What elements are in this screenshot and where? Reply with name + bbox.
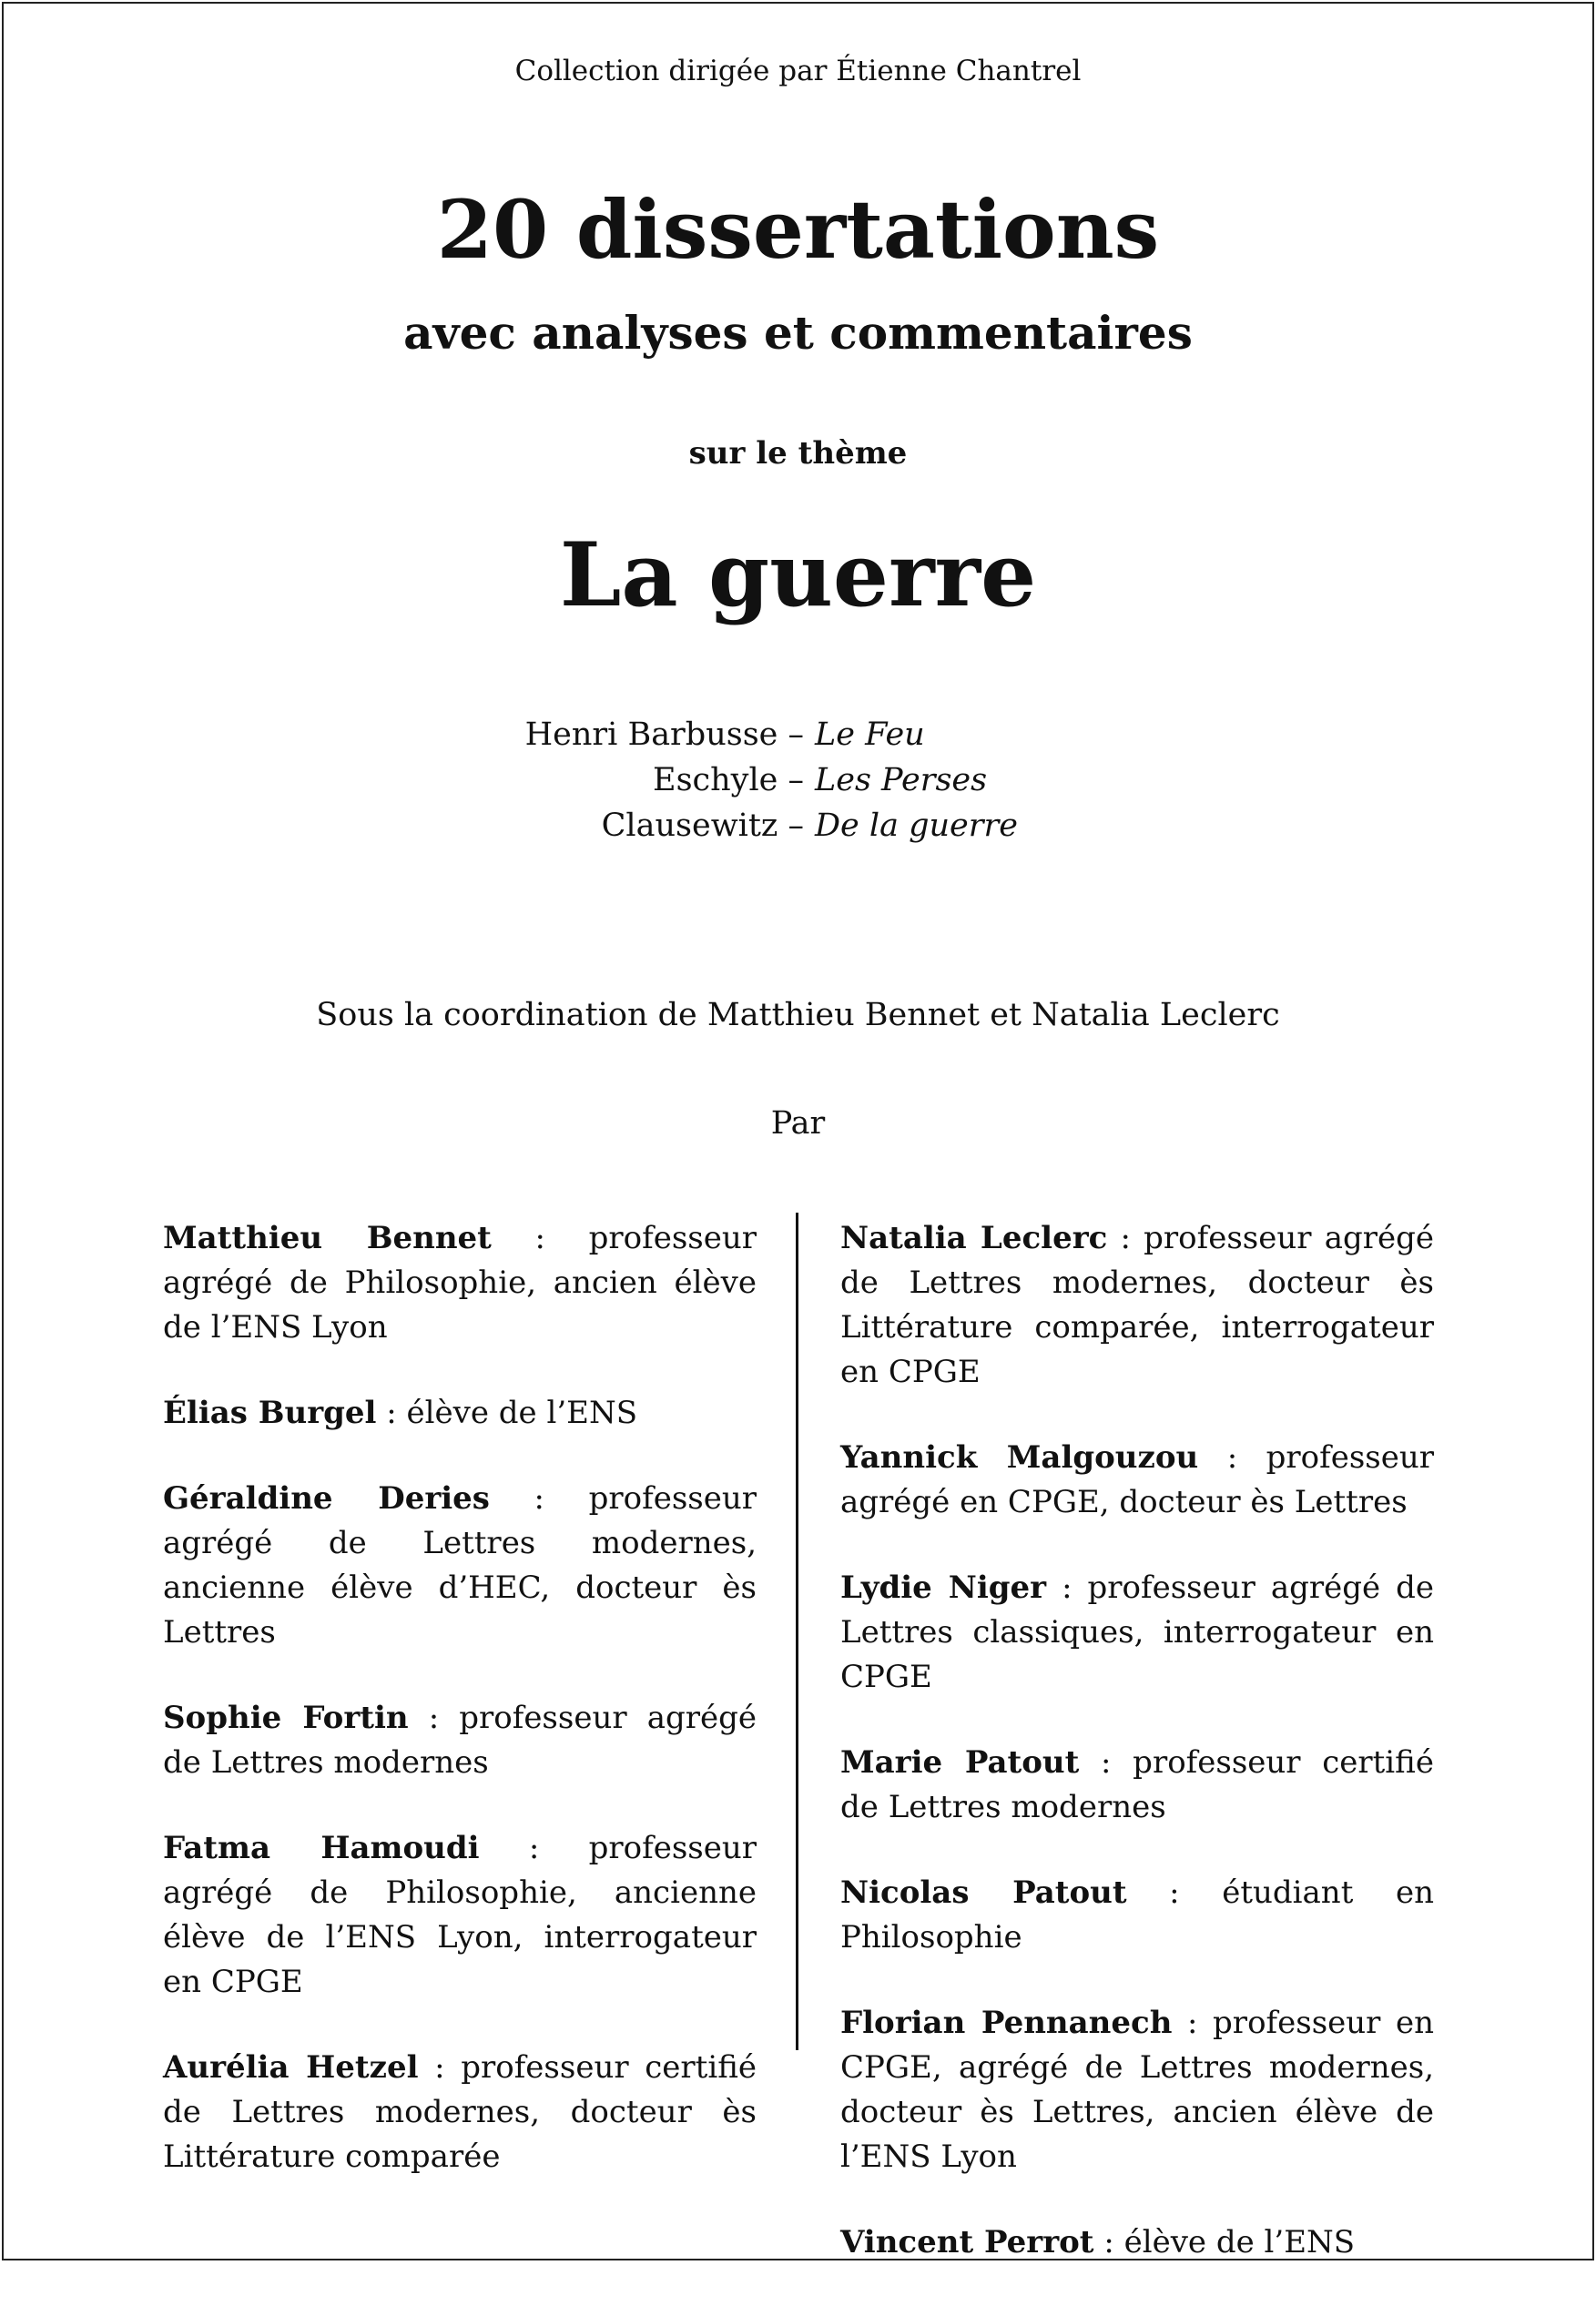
contributor-name: Fatma Hamoudi	[163, 1830, 480, 1866]
contributor-entry	[840, 1216, 1434, 1395]
contributor-description: : étudiant en Philosophie	[840, 1874, 1434, 1956]
work-title: Le Feu	[815, 716, 925, 753]
work-title: De la guerre	[815, 808, 1018, 844]
contributor-entry	[840, 2220, 1434, 2265]
theme-title: La guerre	[559, 523, 1037, 626]
contributor-name: Natalia Leclerc	[840, 1220, 1108, 1256]
contributor-entry	[163, 1391, 757, 1436]
contributor-entry	[163, 2046, 757, 2179]
contributor-description: : professeur agrégé en CPGE, docteur ès Lettres	[840, 1439, 1434, 1520]
contributor-entry	[840, 1871, 1434, 1960]
contributor-entry	[840, 2001, 1434, 2179]
contributor-description: : professeur certifié de Lettres modernes	[840, 1744, 1434, 1825]
work-author: Henri Barbusse –	[524, 716, 804, 753]
work-item	[0, 803, 1596, 848]
contributor-entry	[163, 1216, 757, 1350]
coordination-line: Sous la coordination de Matthieu Bennet et Natalia Leclerc	[316, 997, 1280, 1033]
contributor-description: : élève de l’ENS	[1093, 2224, 1356, 2260]
contributor-description: : professeur agrégé de Lettres modernes, ancienne élève d’HEC, docteur ès Lettres	[163, 1480, 757, 1651]
contributor-name: Vincent Perrot	[840, 2224, 1094, 2260]
contributor-name: Élias Burgel	[163, 1395, 377, 1431]
contributor-name: Aurélia Hetzel	[163, 2049, 419, 2086]
collection-line: Collection dirigée par Étienne Chantrel	[514, 55, 1082, 87]
contributor-name: Yannick Malgouzou	[840, 1439, 1199, 1476]
contributor-entry	[840, 1566, 1434, 1700]
contributor-description: : professeur agrégé de Lettres modernes	[163, 1700, 757, 1781]
contributor-description: : élève de l’ENS	[376, 1395, 638, 1431]
contributor-entry	[163, 1477, 757, 1655]
contributor-description: : professeur agrégé de Philosophie, ancienne élève de l’ENS Lyon, interrogateur en CPGE	[163, 1830, 757, 2000]
contributor-description: : professeur agrégé de Lettres modernes, docteur ès Littérature comparée, interrogateur en CPGE	[840, 1220, 1434, 1390]
book-subtitle: avec analyses et commentaires	[403, 306, 1193, 360]
work-title: Les Perses	[815, 762, 988, 798]
theme-label: sur le thème	[688, 435, 908, 472]
contributors-right	[840, 1216, 1434, 2306]
contributor-description: : professeur agrégé de Philosophie, ancien élève de l’ENS Lyon	[163, 1220, 757, 1346]
par-label: Par	[770, 1105, 826, 1142]
contributor-entry	[840, 1436, 1434, 1525]
contributor-entry	[840, 1741, 1434, 1830]
works-list	[0, 712, 1596, 848]
contributor-description: : professeur en CPGE, agrégé de Lettres modernes, docteur ès Lettres, ancien élève de l’ENS Lyon	[840, 2005, 1434, 2175]
contributor-description: : professeur certifié de Lettres modernes, docteur ès Littérature comparée	[163, 2049, 757, 2175]
contributor-name: Matthieu Bennet	[163, 1220, 492, 1256]
contributor-name: Nicolas Patout	[840, 1874, 1127, 1911]
work-author: Eschyle –	[653, 762, 804, 798]
contributor-entry	[163, 1826, 757, 2005]
contributor-entry	[163, 1696, 757, 1785]
contributor-description: : professeur agrégé de Lettres classiques, interrogateur en CPGE	[840, 1570, 1434, 1695]
contributor-name: Florian Pennanech	[840, 2005, 1173, 2041]
work-author: Clausewitz –	[601, 808, 804, 844]
work-item	[0, 757, 1596, 803]
work-item	[0, 712, 1596, 757]
contributor-name: Géraldine Deries	[163, 1480, 490, 1517]
book-title: 20 dissertations	[436, 182, 1160, 277]
contributors-left	[163, 1216, 757, 2220]
column-divider	[796, 1213, 798, 2050]
contributor-name: Marie Patout	[840, 1744, 1080, 1781]
contributor-name: Sophie Fortin	[163, 1700, 409, 1736]
contributor-name: Lydie Niger	[840, 1570, 1047, 1606]
